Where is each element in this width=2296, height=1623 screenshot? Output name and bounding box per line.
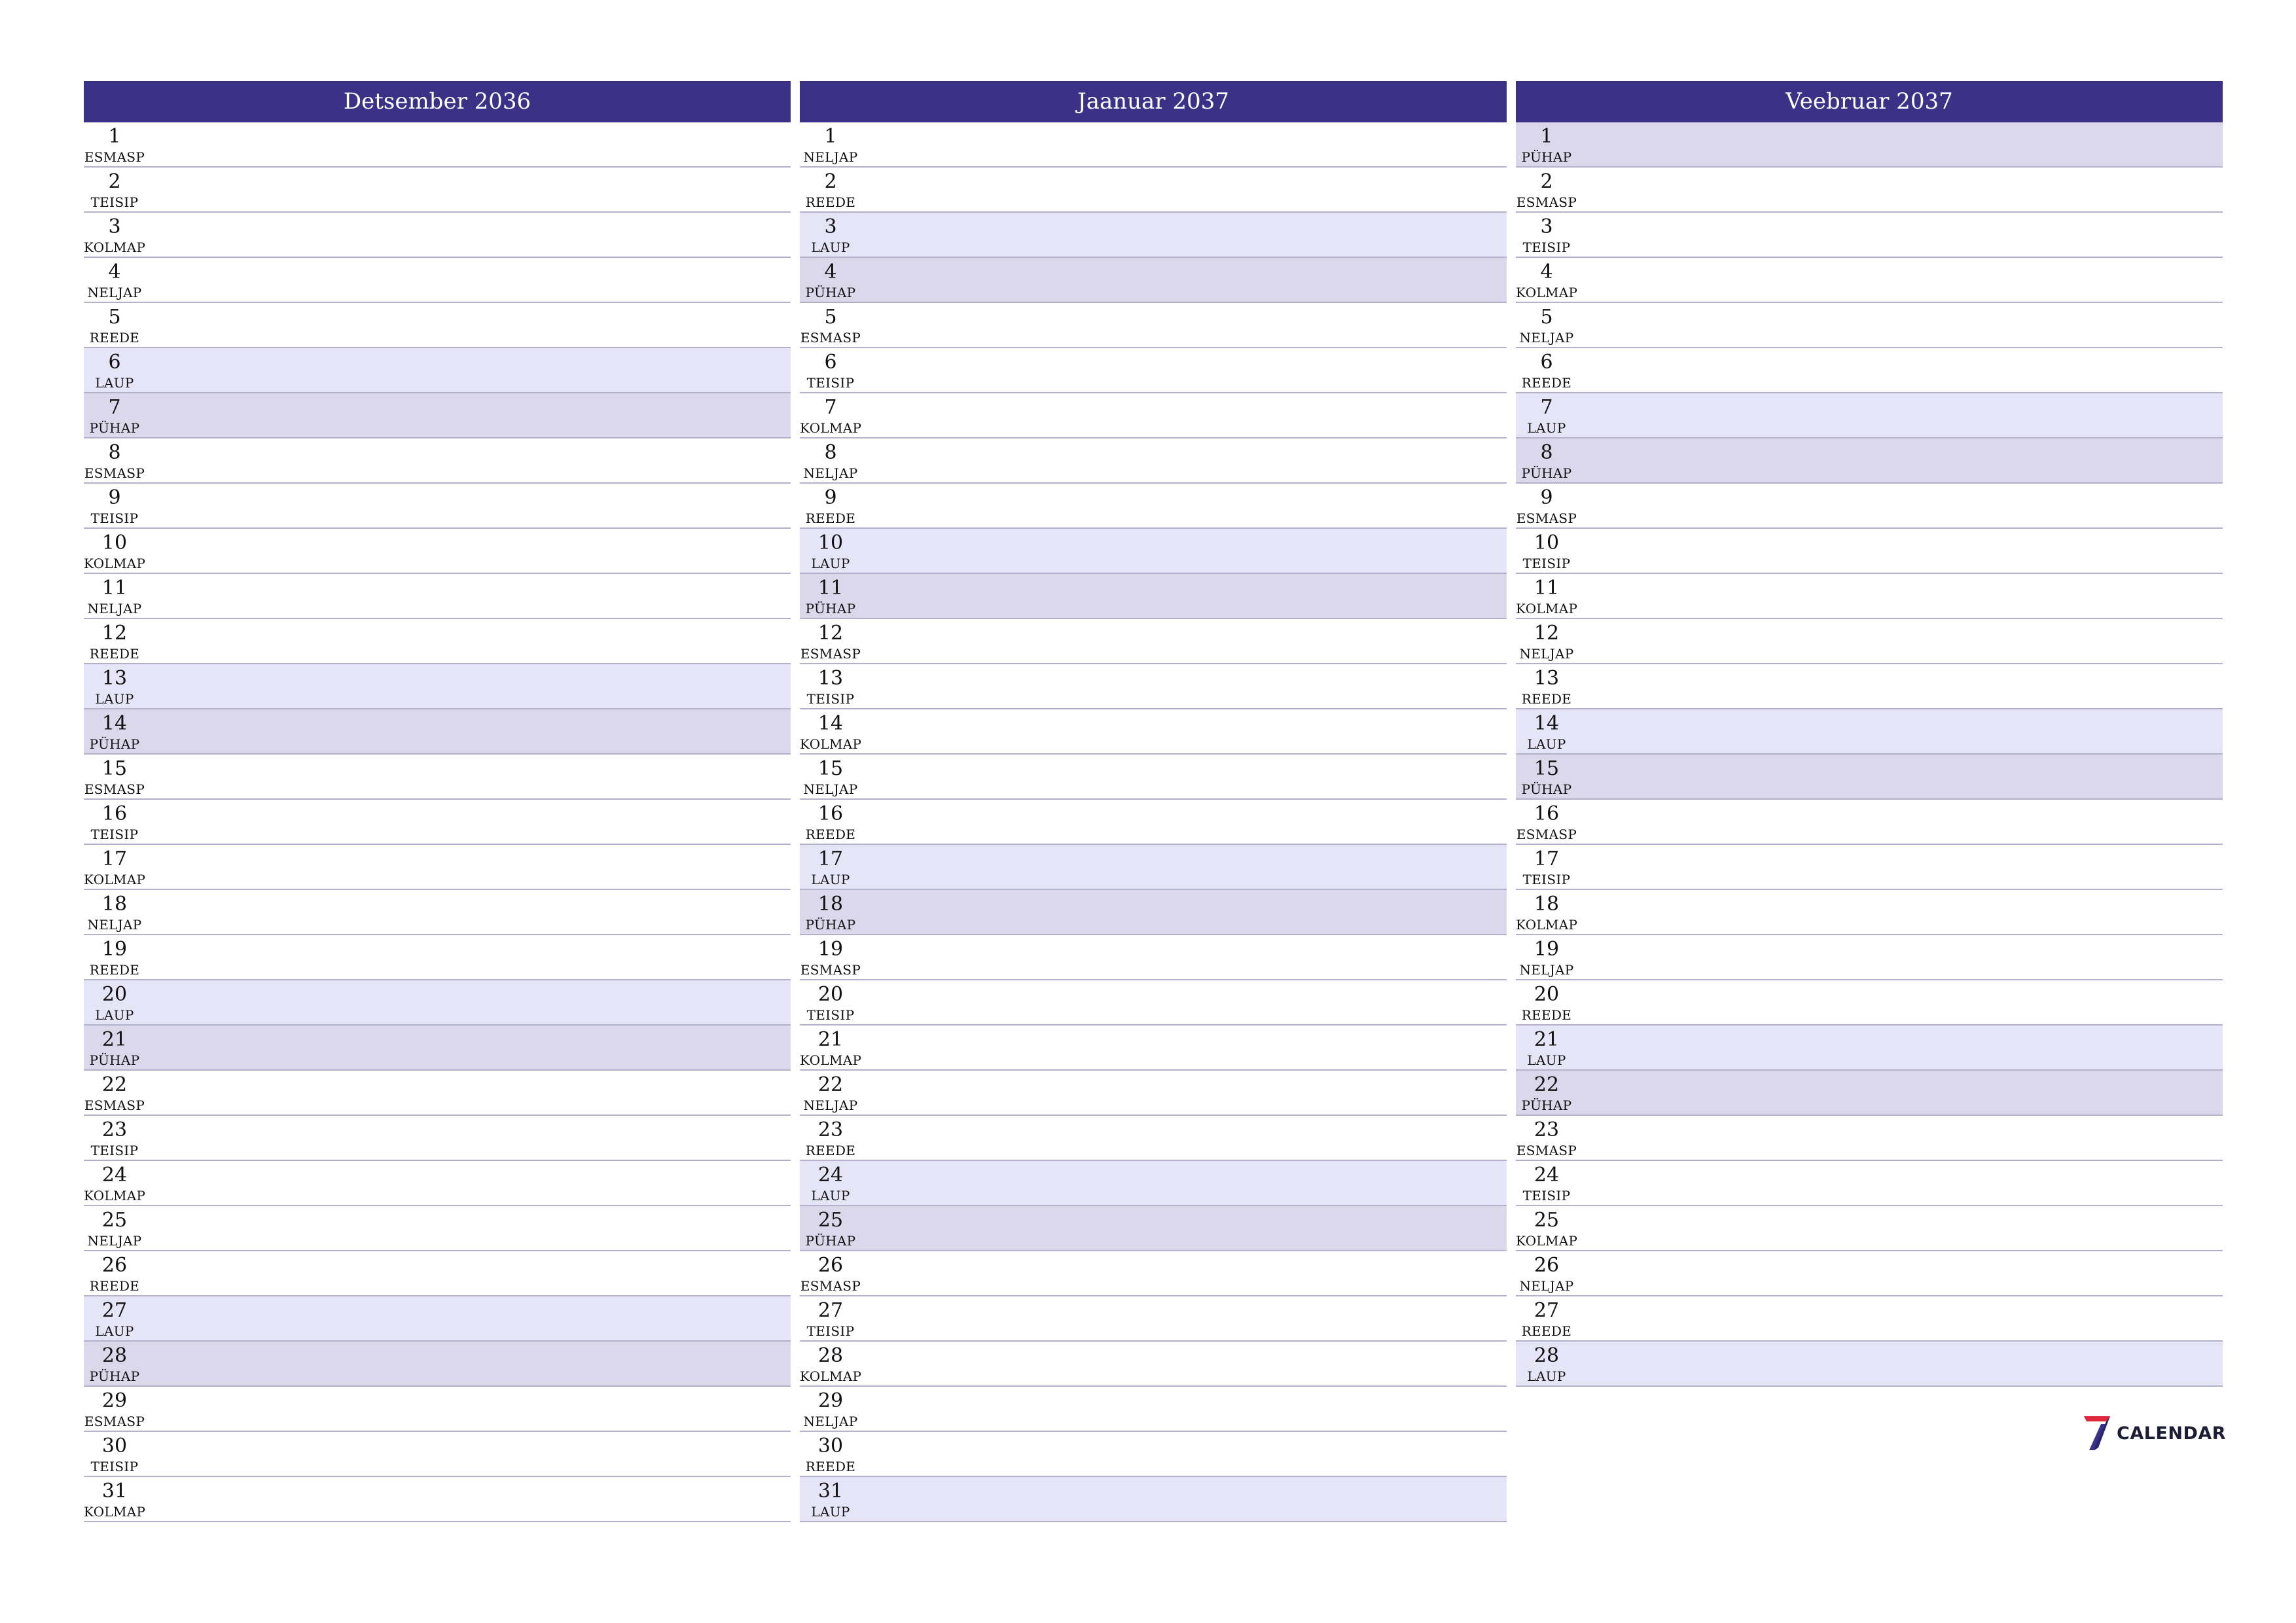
day-number: 8 (108, 441, 121, 464)
day-number: 26 (1534, 1254, 1560, 1277)
day-number: 30 (101, 1435, 128, 1457)
day-row (84, 1071, 791, 1116)
day-number: 2 (108, 170, 121, 193)
day-row (800, 213, 1507, 258)
day-row (1516, 122, 2223, 168)
weekday-name: PÜHAP (1521, 465, 1572, 481)
day-row (800, 935, 1507, 980)
day-row (84, 1206, 791, 1251)
day-number: 15 (101, 757, 128, 780)
day-number: 27 (817, 1299, 844, 1322)
day-number: 14 (101, 712, 128, 735)
brand-logo (2083, 1414, 2226, 1453)
weekday-name: PÜHAP (1521, 781, 1572, 797)
weekday-name: NELJAP (803, 781, 858, 797)
day-row (1516, 393, 2223, 438)
day-row (1516, 1251, 2223, 1296)
day-list (1516, 122, 2223, 1387)
weekday-name: KOLMAP (1516, 601, 1578, 616)
day-list (800, 122, 1507, 1522)
weekday-name: LAUP (811, 1188, 850, 1204)
day-number: 6 (108, 351, 121, 374)
day-row (800, 980, 1507, 1026)
day-row (1516, 709, 2223, 755)
weekday-name: REEDE (89, 646, 140, 662)
day-number: 17 (1534, 847, 1560, 870)
weekday-name: PÜHAP (89, 1368, 140, 1384)
weekday-name: NELJAP (803, 465, 858, 481)
day-number: 26 (101, 1254, 128, 1277)
day-number: 25 (817, 1209, 844, 1232)
weekday-name: NELJAP (803, 1097, 858, 1113)
day-number: 10 (1534, 531, 1560, 554)
day-number: 14 (1534, 712, 1560, 735)
month-column (800, 81, 1507, 1522)
day-row (84, 664, 791, 709)
day-row (800, 1477, 1507, 1522)
day-number: 6 (824, 351, 837, 374)
day-row (800, 1026, 1507, 1071)
day-number: 18 (1534, 893, 1560, 916)
weekday-name: PÜHAP (89, 420, 140, 436)
weekday-name: NELJAP (87, 917, 142, 933)
day-row (1516, 348, 2223, 393)
day-row (1516, 664, 2223, 709)
weekday-name: ESMASP (800, 1278, 861, 1294)
weekday-name: PÜHAP (89, 736, 140, 752)
day-number: 17 (817, 847, 844, 870)
day-row (800, 1342, 1507, 1387)
day-number: 22 (1534, 1073, 1560, 1096)
day-number: 3 (108, 215, 121, 238)
weekday-name: PÜHAP (1521, 1097, 1572, 1113)
weekday-name: KOLMAP (800, 420, 862, 436)
day-number: 3 (824, 215, 837, 238)
month-title: Jaanuar 2037 (800, 81, 1507, 122)
day-number: 11 (1534, 577, 1560, 599)
day-number: 28 (1534, 1344, 1560, 1367)
day-number: 28 (101, 1344, 128, 1367)
day-row (1516, 845, 2223, 890)
weekday-name: REEDE (89, 1278, 140, 1294)
day-number: 9 (824, 486, 837, 509)
weekday-name: ESMASP (84, 149, 145, 165)
day-number: 1 (1540, 125, 1553, 148)
weekday-name: LAUP (95, 1323, 134, 1339)
weekday-name: ESMASP (84, 1097, 145, 1113)
day-number: 31 (817, 1480, 844, 1503)
day-row (1516, 213, 2223, 258)
day-number: 29 (817, 1389, 844, 1412)
day-row (84, 393, 791, 438)
weekday-name: REEDE (805, 827, 856, 842)
day-row (800, 168, 1507, 213)
day-number: 22 (101, 1073, 128, 1096)
day-row (800, 800, 1507, 845)
day-row (84, 619, 791, 664)
day-row (1516, 800, 2223, 845)
day-number: 9 (1540, 486, 1553, 509)
day-row (800, 1296, 1507, 1342)
day-row (1516, 529, 2223, 574)
weekday-name: LAUP (811, 240, 850, 255)
day-number: 24 (1534, 1164, 1560, 1186)
day-number: 15 (817, 757, 844, 780)
day-row (84, 1477, 791, 1522)
weekday-name: REEDE (1521, 1007, 1572, 1023)
day-row (800, 529, 1507, 574)
weekday-name: LAUP (811, 1504, 850, 1520)
weekday-name: KOLMAP (84, 556, 146, 571)
day-row (84, 1116, 791, 1161)
logo-text: CALENDAR (2117, 1423, 2227, 1444)
day-row (800, 1387, 1507, 1432)
day-number: 16 (1534, 802, 1560, 825)
day-row (800, 574, 1507, 619)
day-row (800, 619, 1507, 664)
day-number: 4 (1540, 260, 1553, 283)
day-number: 12 (1534, 622, 1560, 645)
weekday-name: PÜHAP (805, 917, 856, 933)
weekday-name: REEDE (805, 510, 856, 526)
day-row (84, 1387, 791, 1432)
day-row (84, 303, 791, 348)
weekday-name: REEDE (1521, 1323, 1572, 1339)
weekday-name: LAUP (811, 872, 850, 887)
weekday-name: NELJAP (803, 1414, 858, 1429)
day-row (800, 664, 1507, 709)
weekday-name: LAUP (1527, 1368, 1566, 1384)
day-row (1516, 484, 2223, 529)
weekday-name: PÜHAP (805, 601, 856, 616)
day-number: 30 (817, 1435, 844, 1457)
weekday-name: KOLMAP (800, 1052, 862, 1068)
day-row (1516, 258, 2223, 303)
day-row (1516, 1116, 2223, 1161)
day-row (1516, 438, 2223, 484)
month-column (1516, 81, 2223, 1387)
day-number: 21 (1534, 1028, 1560, 1051)
weekday-name: ESMASP (1516, 510, 1577, 526)
day-number: 2 (824, 170, 837, 193)
day-number: 11 (101, 577, 128, 599)
weekday-name: NELJAP (87, 285, 142, 300)
day-row (1516, 755, 2223, 800)
day-row (84, 1026, 791, 1071)
day-number: 23 (1534, 1118, 1560, 1141)
day-row (1516, 1206, 2223, 1251)
weekday-name: ESMASP (84, 781, 145, 797)
day-number: 29 (101, 1389, 128, 1412)
day-row (84, 348, 791, 393)
weekday-name: NELJAP (1519, 962, 1574, 978)
weekday-name: ESMASP (800, 330, 861, 346)
day-row (84, 709, 791, 755)
day-row (800, 1432, 1507, 1477)
day-number: 21 (101, 1028, 128, 1051)
weekday-name: NELJAP (1519, 1278, 1574, 1294)
day-row (84, 1251, 791, 1296)
weekday-name: LAUP (1527, 1052, 1566, 1068)
day-number: 21 (817, 1028, 844, 1051)
day-number: 10 (101, 531, 128, 554)
day-row (800, 348, 1507, 393)
day-row (84, 168, 791, 213)
day-number: 4 (108, 260, 121, 283)
weekday-name: REEDE (1521, 691, 1572, 707)
weekday-name: TEISIP (90, 827, 139, 842)
day-number: 13 (817, 667, 844, 690)
day-row (84, 800, 791, 845)
day-row (1516, 168, 2223, 213)
day-row (800, 1251, 1507, 1296)
day-row (1516, 574, 2223, 619)
weekday-name: ESMASP (1516, 194, 1577, 210)
day-number: 5 (824, 306, 837, 329)
day-number: 19 (817, 938, 844, 961)
weekday-name: TEISIP (1522, 556, 1571, 571)
day-number: 31 (101, 1480, 128, 1503)
day-row (800, 1071, 1507, 1116)
day-row (800, 890, 1507, 935)
day-number: 18 (101, 893, 128, 916)
weekday-name: TEISIP (1522, 240, 1571, 255)
day-row (1516, 303, 2223, 348)
day-number: 1 (108, 125, 121, 148)
weekday-name: TEISIP (806, 1323, 855, 1339)
day-number: 3 (1540, 215, 1553, 238)
weekday-name: REEDE (89, 330, 140, 346)
day-row (84, 529, 791, 574)
weekday-name: ESMASP (84, 1414, 145, 1429)
day-number: 23 (101, 1118, 128, 1141)
weekday-name: REEDE (1521, 375, 1572, 391)
day-row (800, 845, 1507, 890)
weekday-name: NELJAP (1519, 330, 1574, 346)
day-row (84, 1296, 791, 1342)
weekday-name: PÜHAP (1521, 149, 1572, 165)
weekday-name: TEISIP (90, 510, 139, 526)
weekday-name: LAUP (95, 375, 134, 391)
day-number: 9 (108, 486, 121, 509)
day-number: 2 (1540, 170, 1553, 193)
day-number: 7 (824, 396, 837, 419)
weekday-name: NELJAP (1519, 646, 1574, 662)
day-row (84, 1161, 791, 1206)
day-row (1516, 619, 2223, 664)
day-number: 7 (1540, 396, 1553, 419)
day-row (800, 709, 1507, 755)
day-number: 17 (101, 847, 128, 870)
day-number: 6 (1540, 351, 1553, 374)
day-row (84, 890, 791, 935)
weekday-name: LAUP (1527, 420, 1566, 436)
weekday-name: KOLMAP (84, 872, 146, 887)
day-number: 8 (824, 441, 837, 464)
day-row (800, 393, 1507, 438)
weekday-name: PÜHAP (805, 285, 856, 300)
weekday-name: LAUP (95, 1007, 134, 1023)
day-number: 25 (101, 1209, 128, 1232)
weekday-name: TEISIP (90, 194, 139, 210)
month-title: Veebruar 2037 (1516, 81, 2223, 122)
day-row (84, 438, 791, 484)
weekday-name: KOLMAP (1516, 917, 1578, 933)
day-row (84, 1342, 791, 1387)
day-row (1516, 1071, 2223, 1116)
day-number: 27 (1534, 1299, 1560, 1322)
weekday-name: ESMASP (800, 646, 861, 662)
day-list (84, 122, 791, 1522)
day-number: 12 (817, 622, 844, 645)
day-row (800, 303, 1507, 348)
weekday-name: KOLMAP (84, 1504, 146, 1520)
day-number: 5 (1540, 306, 1553, 329)
weekday-name: TEISIP (90, 1459, 139, 1474)
day-number: 26 (817, 1254, 844, 1277)
weekday-name: KOLMAP (1516, 1233, 1578, 1249)
weekday-name: NELJAP (803, 149, 858, 165)
day-number: 18 (817, 893, 844, 916)
day-row (84, 845, 791, 890)
day-number: 20 (817, 983, 844, 1006)
weekday-name: TEISIP (806, 691, 855, 707)
day-row (1516, 935, 2223, 980)
month-title: Detsember 2036 (84, 81, 791, 122)
day-number: 19 (1534, 938, 1560, 961)
day-number: 19 (101, 938, 128, 961)
weekday-name: KOLMAP (1516, 285, 1578, 300)
day-row (84, 258, 791, 303)
weekday-name: LAUP (95, 691, 134, 707)
weekday-name: ESMASP (1516, 827, 1577, 842)
weekday-name: REEDE (805, 1459, 856, 1474)
day-row (800, 1161, 1507, 1206)
day-row (84, 122, 791, 168)
day-row (1516, 1342, 2223, 1387)
weekday-name: KOLMAP (800, 1368, 862, 1384)
weekday-name: REEDE (89, 962, 140, 978)
day-number: 25 (1534, 1209, 1560, 1232)
day-number: 13 (1534, 667, 1560, 690)
weekday-name: NELJAP (87, 1233, 142, 1249)
weekday-name: LAUP (1527, 736, 1566, 752)
day-row (84, 980, 791, 1026)
month-column (84, 81, 791, 1522)
weekday-name: TEISIP (90, 1143, 139, 1158)
day-number: 16 (101, 802, 128, 825)
day-number: 10 (817, 531, 844, 554)
day-row (800, 484, 1507, 529)
day-number: 20 (1534, 983, 1560, 1006)
day-row (800, 258, 1507, 303)
day-row (800, 122, 1507, 168)
day-number: 7 (108, 396, 121, 419)
day-number: 11 (817, 577, 844, 599)
weekday-name: TEISIP (1522, 872, 1571, 887)
weekday-name: TEISIP (806, 375, 855, 391)
weekday-name: NELJAP (87, 601, 142, 616)
day-row (800, 1206, 1507, 1251)
day-number: 5 (108, 306, 121, 329)
day-row (1516, 980, 2223, 1026)
weekday-name: LAUP (811, 556, 850, 571)
day-row (1516, 1296, 2223, 1342)
day-row (1516, 890, 2223, 935)
weekday-name: PÜHAP (805, 1233, 856, 1249)
weekday-name: ESMASP (800, 962, 861, 978)
day-number: 24 (817, 1164, 844, 1186)
day-number: 8 (1540, 441, 1553, 464)
day-row (1516, 1026, 2223, 1071)
weekday-name: REEDE (805, 194, 856, 210)
day-number: 14 (817, 712, 844, 735)
weekday-name: ESMASP (84, 465, 145, 481)
day-row (800, 755, 1507, 800)
day-number: 27 (101, 1299, 128, 1322)
weekday-name: PÜHAP (89, 1052, 140, 1068)
weekday-name: TEISIP (806, 1007, 855, 1023)
day-row (1516, 1161, 2223, 1206)
day-number: 16 (817, 802, 844, 825)
day-row (800, 438, 1507, 484)
weekday-name: KOLMAP (84, 240, 146, 255)
weekday-name: TEISIP (1522, 1188, 1571, 1204)
weekday-name: ESMASP (1516, 1143, 1577, 1158)
weekday-name: KOLMAP (84, 1188, 146, 1204)
seven-logo-icon (2083, 1415, 2111, 1452)
weekday-name: KOLMAP (800, 736, 862, 752)
day-row (84, 484, 791, 529)
day-row (84, 213, 791, 258)
day-number: 20 (101, 983, 128, 1006)
day-row (84, 935, 791, 980)
day-number: 24 (101, 1164, 128, 1186)
day-number: 28 (817, 1344, 844, 1367)
day-row (800, 1116, 1507, 1161)
weekday-name: REEDE (805, 1143, 856, 1158)
day-number: 1 (824, 125, 837, 148)
day-number: 13 (101, 667, 128, 690)
day-row (84, 755, 791, 800)
day-number: 22 (817, 1073, 844, 1096)
day-row (84, 1432, 791, 1477)
day-number: 15 (1534, 757, 1560, 780)
day-number: 12 (101, 622, 128, 645)
day-number: 4 (824, 260, 837, 283)
day-row (84, 574, 791, 619)
day-number: 23 (817, 1118, 844, 1141)
